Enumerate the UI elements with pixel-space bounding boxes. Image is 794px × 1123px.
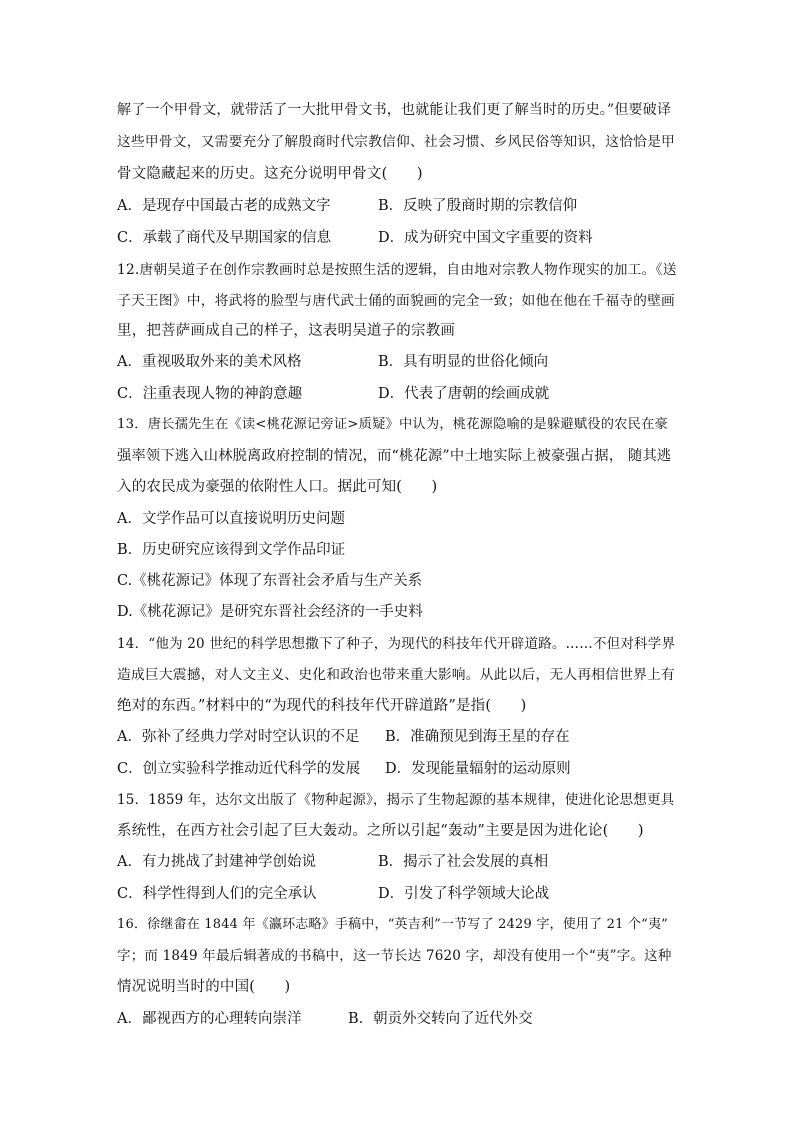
q14-line-1: 14．“他为 20 世纪的科学思想撒下了种子，为现代的科技年代开辟道路。……不但对科学界: [117, 636, 676, 652]
q11-line-2: 这些甲骨文，又需要充分了解殷商时代宗教信仰、社会习惯、乡风民俗等知识，这恰恰是甲: [117, 134, 676, 150]
q12-option-d: D．代表了唐朝的绘画成就: [378, 386, 550, 402]
q12-line-2: 子天王图》中，将武将的脸型与唐代武士俑的面貌画的完全一致；如他在他在千福寺的壁画: [117, 293, 676, 309]
q11-option-d: D．成为研究中国文字重要的资料: [378, 230, 593, 246]
q15-line-1: 15．1859 年，达尔文出版了《物种起源》，揭示了生物起源的基本规律，使进化论思想更具: [117, 792, 675, 808]
q16-option-a: A．鄙视西方的心理转向崇洋: [117, 1011, 302, 1027]
q13-line-3: 入的农民成为豪强的依附性人口。据此可知( ): [117, 479, 438, 495]
q13-option-d: D.《桃花源记》是研究东晋社会经济的一手史料: [117, 604, 423, 620]
q12-option-a: A．重视吸取外来的美术风格: [117, 354, 302, 370]
q11-option-b: B．反映了殷商时期的宗教信仰: [378, 198, 578, 214]
q12-option-c: C．注重表现人物的神韵意趣: [117, 386, 303, 402]
q11-line-1: 解了一个甲骨文，就带活了一大批甲骨文书，也就能让我们更了解当时的历史。”但要破译: [117, 102, 672, 118]
q13-line-2: 强率领下逃入山林脱离政府控制的情况，而“桃花源”中土地实际上被豪强占据， 随其逃: [117, 448, 672, 464]
q12-option-b: B．具有明显的世俗化倾向: [378, 354, 549, 370]
q13-option-c: C.《桃花源记》体现了东晋社会矛盾与生产关系: [117, 573, 423, 589]
q15-line-2: 系统性，在西方社会引起了巨大轰动。之所以引起“轰动”主要是因为进化论( ): [117, 823, 644, 839]
q12-line-3: 里，把菩萨画成自己的样子，这表明吴道子的宗教画: [117, 323, 456, 339]
q14-line-2: 造成巨大震撼，对人文主义、史化和政治也带来重大影响。从此以后，无人再相信世界上有: [117, 667, 676, 683]
q14-option-b: B．准确预见到海王星的存在: [385, 729, 570, 745]
q14-option-c: C．创立实验科学推动近代科学的发展: [117, 761, 361, 777]
q16-line-1: 16．徐继畲在 1844 年《瀛环志略》手稿中，“英吉利”一节写了 2429 字，使用了 21 个“夷”: [117, 917, 669, 932]
q13-option-a: A．文学作品可以直接说明历史问题: [117, 511, 345, 527]
q14-option-a: A．弥补了经典力学对时空认识的不足: [117, 729, 360, 745]
q11-option-a: A．是现存中国最古老的成熟文字: [117, 198, 331, 214]
q11-option-c: C．承载了商代及早期国家的信息: [117, 230, 332, 246]
q14-line-3: 绝对的东西。”材料中的“为现代的科技年代开辟道路”是指( ): [117, 698, 527, 714]
q16-line-2: 字；而 1849 年最后辑著成的书稿中，这一节长达 7620 字，却没有使用一个“夷”字。这种: [117, 948, 672, 964]
q15-option-d: D．引发了科学领域大论战: [378, 886, 550, 902]
q11-line-3: 骨文隐藏起来的历史。这充分说明甲骨文( ): [117, 166, 423, 182]
q16-line-3: 情况说明当时的中国( ): [117, 979, 291, 995]
q15-option-b: B．揭示了社会发展的真相: [378, 854, 549, 870]
q13-line-1: 13．唐长孺先生在《读<桃花源记旁证>质疑》中认为，桃花源隐喻的是躲避赋役的农民在豪: [117, 417, 668, 432]
q15-option-a: A．有力挑战了封建神学创始说: [117, 854, 316, 870]
q15-option-c: C．科学性得到人们的完全承认: [117, 886, 317, 902]
q12-line-1: 12.唐朝吴道子在创作宗教画时总是按照生活的逻辑，自由地对宗教人物作现实的加工。《送: [117, 262, 677, 278]
q16-option-b: B．朝贡外交转向了近代外交: [348, 1011, 533, 1027]
q13-option-b: B．历史研究应该得到文学作品印证: [117, 542, 346, 558]
q14-option-d: D．发现能量辐射的运动原则: [385, 761, 571, 777]
